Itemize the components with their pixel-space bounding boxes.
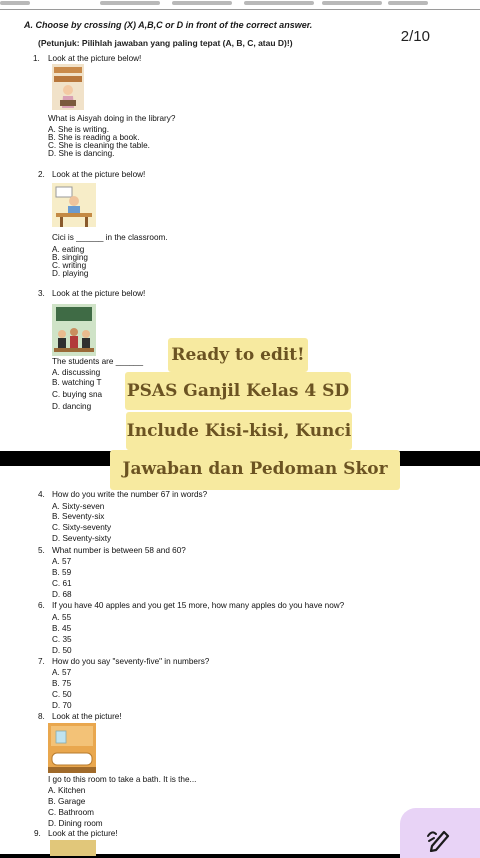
answer-option[interactable]: B. singing — [52, 253, 88, 262]
answer-option[interactable]: C. 50 — [52, 690, 72, 699]
answer-option[interactable]: B. 45 — [52, 624, 72, 633]
answer-option[interactable]: D. 68 — [52, 590, 72, 599]
bathroom-picture — [48, 723, 96, 773]
answer-option[interactable]: D. playing — [52, 269, 89, 278]
product-includes-line: Include Kisi-kisi, Kunci — [126, 412, 352, 450]
answer-option[interactable]: D. 70 — [52, 701, 72, 710]
answer-option[interactable]: C. Bathroom — [48, 808, 94, 817]
question-number: 7. — [38, 657, 45, 666]
answer-option[interactable]: B. 75 — [52, 679, 72, 688]
library-picture — [52, 64, 84, 110]
students-picture — [52, 304, 96, 356]
answer-option[interactable]: A. Kitchen — [48, 786, 86, 795]
answer-option[interactable]: C. 35 — [52, 635, 72, 644]
answer-option[interactable]: D. 50 — [52, 646, 72, 655]
question-text: I go to this room to take a bath. It is the... — [48, 775, 197, 784]
question-number: 5. — [38, 546, 45, 555]
question-number: 8. — [38, 712, 45, 721]
question-text: The students are ______ — [52, 357, 144, 366]
previous-page-edge — [0, 0, 480, 10]
students-discussing-illustration — [52, 304, 96, 356]
product-title-line: PSAS Ganjil Kelas 4 SD — [125, 372, 351, 410]
answer-option[interactable]: B. Seventy-six — [52, 512, 105, 521]
answer-option[interactable]: C. Sixty-seventy — [52, 523, 112, 532]
question-text: How do you write the number 67 in words? — [52, 490, 208, 499]
ready-to-edit-badge: Ready to edit! — [168, 338, 308, 372]
question-text: Cici is ______ in the classroom. — [52, 233, 168, 242]
page-counter: 2/10 — [400, 28, 430, 45]
answer-option[interactable]: B. Garage — [48, 797, 86, 806]
answer-option[interactable]: B. watching T — [52, 378, 102, 387]
instruction-text: (Petunjuk: Pilihlah jawaban yang paling tepat (A, B, C, atau D)!) — [38, 38, 293, 48]
question-prompt: Look at the picture below! — [48, 54, 142, 63]
answer-option[interactable]: B. 59 — [52, 568, 72, 577]
classroom-picture — [52, 183, 96, 227]
section-heading: A. Choose by crossing (X) A,B,C or D in front of the correct answer. — [24, 20, 313, 30]
question-prompt: Look at the picture below! — [52, 170, 146, 179]
answer-option[interactable]: D. dancing — [52, 402, 92, 411]
answer-option[interactable]: C. writing — [52, 261, 87, 270]
question-number: 1. — [33, 54, 40, 63]
answer-option[interactable]: D. Dining room — [48, 819, 103, 828]
question-text: What is Aisyah doing in the library? — [48, 114, 176, 123]
product-includes-line-2: Jawaban dan Pedoman Skor — [110, 450, 400, 490]
girl-reading-illustration — [52, 64, 84, 110]
answer-option[interactable]: D. Seventy-sixty — [52, 534, 112, 543]
question-number: 3. — [38, 289, 45, 298]
question-number: 2. — [38, 170, 45, 179]
answer-option[interactable]: C. She is cleaning the table. — [48, 141, 150, 150]
question-text: What number is between 58 and 60? — [52, 546, 186, 555]
answer-option[interactable]: C. 61 — [52, 579, 72, 588]
question-number: 6. — [38, 601, 45, 610]
edit-button[interactable] — [400, 808, 480, 858]
answer-option[interactable]: A. 55 — [52, 613, 72, 622]
question-text: How do you say "seventy-five" in numbers? — [52, 657, 210, 666]
answer-option[interactable]: A. eating — [52, 245, 85, 254]
bathroom-illustration — [48, 723, 96, 773]
question-prompt: Look at the picture below! — [52, 289, 146, 298]
edit-pen-icon — [426, 826, 454, 852]
answer-option[interactable]: D. She is dancing. — [48, 149, 115, 158]
question-number: 9. — [34, 829, 41, 838]
answer-option[interactable]: B. She is reading a book. — [48, 133, 140, 142]
answer-option[interactable]: A. 57 — [52, 557, 72, 566]
answer-option[interactable]: C. buying sna — [52, 390, 103, 399]
question-prompt: Look at the picture! — [52, 712, 122, 721]
answer-option[interactable]: A. 57 — [52, 668, 72, 677]
answer-option[interactable]: A. She is writing. — [48, 125, 109, 134]
answer-option[interactable]: A. discussing — [52, 368, 101, 377]
question-prompt: Look at the picture! — [48, 829, 118, 838]
question-number: 4. — [38, 490, 45, 499]
question-text: If you have 40 apples and you get 15 more, how many apples do you have now? — [52, 601, 345, 610]
answer-option[interactable]: A. Sixty-seven — [52, 502, 105, 511]
girl-writing-illustration — [52, 183, 96, 227]
